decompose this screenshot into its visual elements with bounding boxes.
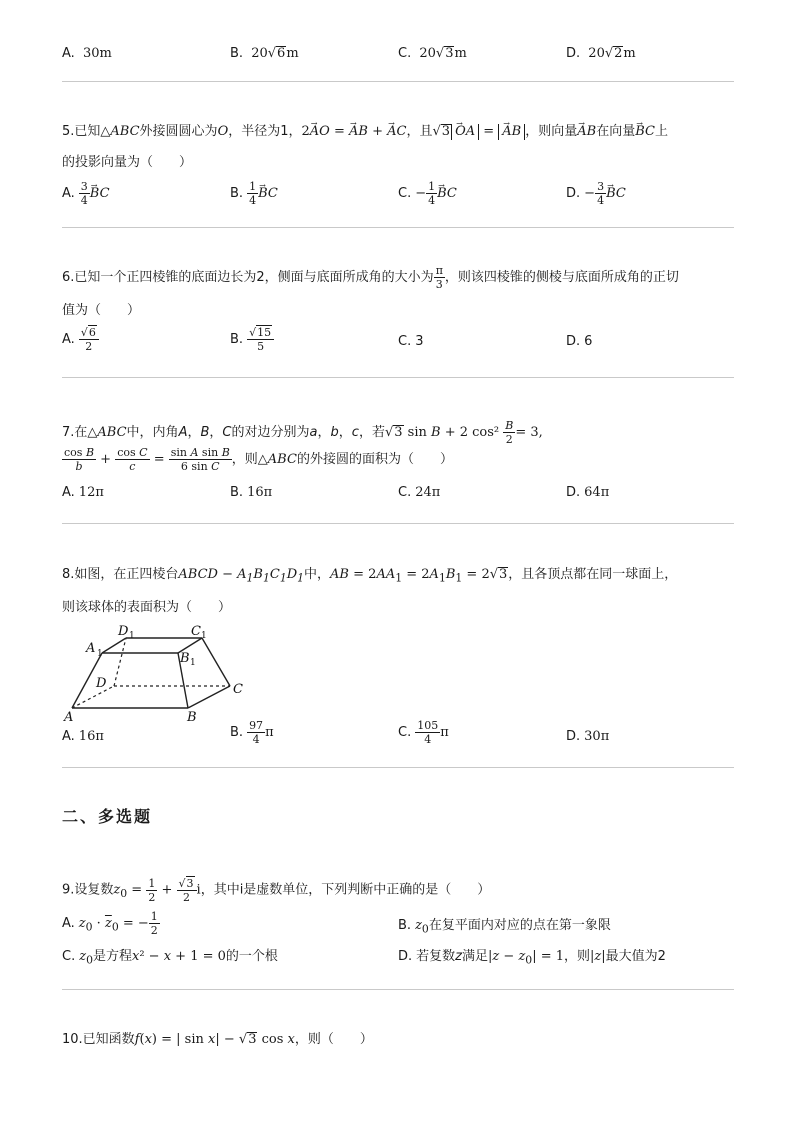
label-b1-sub: 1 — [190, 658, 196, 668]
edge-bc — [188, 686, 230, 708]
frac-den: 4 — [597, 194, 605, 207]
option-unit: m — [454, 46, 467, 61]
q7-text: 中，内角 — [126, 425, 179, 440]
option-text: 30π — [584, 729, 610, 744]
triangle-abc: △ABC — [87, 425, 127, 440]
q7-option-b — [230, 485, 272, 501]
section-title: 二、多选题 — [62, 807, 153, 826]
label-c: C — [233, 682, 243, 697]
q5-text: ，则向量 — [525, 124, 578, 139]
q7-text: 7.在 — [62, 425, 88, 440]
frac-num: 3 — [597, 180, 605, 193]
q8-text: ，且各顶点都在同一球面上， — [508, 567, 678, 582]
edge-cc1 — [202, 638, 230, 686]
option-label: C. — [62, 949, 76, 964]
option-label: C. — [398, 485, 412, 500]
option-radicand: 6 — [277, 46, 286, 61]
q9-text: ，其中i是虚数单位，下列判断中正确的是（ ） — [200, 882, 491, 898]
option-text: 的一个根 — [225, 949, 278, 964]
q7-stem-line2: $\frac{\text{cos B}}{b}$ + $\frac{\text{cos C}}{c}$ = $\frac{\text{sin A sin B}}{\text{6 sin C}}$ ，则△ABC的外接圆的面积为（ ） — [64, 446, 453, 473]
point-o: O — [217, 124, 229, 139]
q7-eq-tail: = 3, — [515, 425, 543, 440]
label-a1-sub: 1 — [97, 649, 103, 659]
q7-text: ，则 — [231, 452, 258, 467]
option-label: D. — [566, 186, 581, 201]
q6-stem-line1 — [62, 264, 679, 291]
q8-stem-line2: 则该球体的表面积为（ ） — [62, 600, 232, 615]
vector-bc: BC → — [635, 124, 655, 140]
label-b: B — [187, 710, 197, 725]
label-d: D — [96, 676, 107, 691]
option-text: 是方程 — [92, 949, 132, 964]
option-label: C. — [398, 725, 412, 740]
option-label: D. — [398, 949, 413, 964]
option-text: 3 — [415, 334, 424, 349]
option-label: B. — [230, 186, 244, 201]
option-pi: π — [265, 725, 274, 740]
divider — [62, 767, 734, 768]
q8-stem-line1: 8.如图，在正四棱台ABCD − $A_1B_1C_1D_1$中，AB = $2AA_1 = 2A_1B_1 = 2√3$，且各顶点都在同一球面上， — [62, 567, 678, 585]
label-a: A — [64, 710, 74, 725]
option-label: A. — [62, 729, 75, 744]
option-label: B. — [230, 331, 244, 347]
divider — [62, 81, 734, 82]
q6-option-d — [566, 334, 592, 350]
option-pi: π — [440, 725, 449, 740]
q9-text: 9.设复数 — [62, 882, 114, 898]
option-text: 64π — [584, 485, 610, 500]
option-text: 30m — [82, 46, 112, 61]
q8-text: 8.如图，在正四棱台 — [62, 567, 179, 582]
q8-option-c — [398, 719, 449, 746]
q8-text: 中， — [304, 567, 331, 582]
option-text: 16π — [247, 485, 273, 500]
label-b1: B — [180, 651, 190, 666]
option-sign: − — [415, 186, 427, 201]
frac-num: 105 — [417, 719, 439, 732]
q10-stem: 10.已知函数f(x) = | sin x| − √3 cos x，则（ ） — [62, 1032, 373, 1047]
option-text: 24π — [415, 485, 441, 500]
triangle-abc: △ABC — [257, 452, 297, 467]
divider — [62, 989, 734, 990]
option-label: B. — [230, 725, 244, 740]
q5-text: 上 — [654, 124, 668, 139]
vector-ab-3: AB → — [577, 124, 596, 140]
option-label: C. — [398, 186, 412, 201]
vector-oa: OA → — [455, 124, 475, 140]
frac-den: 4 — [424, 733, 432, 746]
option-label: A. — [62, 331, 75, 347]
q5-coef: 2 — [301, 124, 310, 139]
q4-option-d: D. 20√2m — [566, 46, 636, 61]
option-unit: m — [286, 46, 299, 61]
q6-option-a: A. $\frac{√6}{2}$ — [62, 325, 99, 353]
option-text: 最大值为2 — [605, 949, 666, 964]
q5-option-d: D. − $\frac{3}{4}$ BC → — [566, 180, 626, 207]
q5-stem-line2: 的投影向量为（ ） — [62, 155, 193, 170]
q7-option-c — [398, 485, 440, 501]
option-label: A. — [62, 916, 75, 931]
q4-option-a — [62, 46, 112, 62]
q5-option-b: B. $\frac{1}{4}$ BC → — [230, 180, 278, 207]
q6-text: 6.已知一个正四棱锥的底面边长为2，侧面与底面所成角的大小为 — [62, 270, 434, 285]
q6-option-c — [398, 334, 424, 350]
frac-num: 3 — [80, 180, 88, 193]
divider — [62, 377, 734, 378]
option-label: D. — [566, 729, 581, 744]
option-radicand: 3 — [445, 46, 454, 61]
option-label: B. — [230, 46, 244, 61]
frac-den: 4 — [249, 194, 257, 207]
q7-stem-line1: 7.在△ABC中，内角A，B，C的对边分别为a，b，c，若√3 sin B + 2 cos² $\frac{B}{2}$ = 3, — [62, 419, 543, 446]
q8-option-a — [62, 729, 104, 745]
option-coef: 20 — [588, 46, 605, 61]
q6-option-b: B. $\frac{√15}{5}$ — [230, 325, 274, 353]
q5-text: 在向量 — [596, 124, 636, 139]
q9-option-d: D. 若复数z满足$|z - z_0| = 1$，则|z|最大值为2 — [398, 949, 666, 967]
option-label: C. — [398, 46, 412, 61]
option-text: 16π — [78, 729, 104, 744]
frustum-figure — [60, 620, 260, 725]
option-text: 12π — [78, 485, 104, 500]
q9-option-a: A. $z_0 \cdot \overline{z}_0$ = − $\frac{1}{2}$ — [62, 910, 158, 937]
label-d1-sub: 1 — [129, 631, 135, 641]
option-text: ，则 — [564, 949, 591, 964]
q5-stem-line1: 5.已知△ABC外接圆圆心为O，半径为1，2AO → = AB → + AC →，且√3 OA → = AB → ，则向量AB →在向量BC →上 — [62, 124, 668, 140]
option-sign: − — [584, 186, 596, 201]
frac-num: 1 — [249, 180, 257, 193]
option-label: B. — [230, 485, 244, 500]
vector-ab-2: AB → — [502, 124, 521, 140]
q8-option-d — [566, 729, 609, 745]
vector-ao: AO → — [310, 124, 330, 140]
frac-num: 1 — [428, 180, 436, 193]
option-coef: 20 — [251, 46, 268, 61]
label-a1: A — [86, 641, 96, 656]
q5-option-c: C. − $\frac{1}{4}$ BC → — [398, 180, 457, 207]
q7-text: ，若 — [358, 425, 385, 440]
frac-den: 2 — [85, 340, 93, 353]
q6-stem-line2: 值为（ ） — [62, 303, 141, 318]
option-label: A. — [62, 46, 75, 61]
option-text: 在复平面内对应的点在第一象限 — [428, 918, 611, 933]
frac-num: π — [435, 264, 443, 277]
frac-radicand: 6 — [88, 326, 96, 339]
q9-option-b: B. $z_0$在复平面内对应的点在第一象限 — [398, 918, 611, 936]
frac-den: 4 — [80, 194, 88, 207]
frac-den: 3 — [435, 278, 443, 291]
option-label: A. — [62, 485, 75, 500]
frac-den: 5 — [257, 340, 265, 353]
label-c1: C — [191, 624, 201, 639]
option-label: B. — [398, 918, 412, 933]
q6-text: ，则该四棱锥的侧棱与底面所成角的正切 — [444, 270, 679, 285]
option-text: 6 — [584, 334, 593, 349]
option-text: 满足 — [462, 949, 489, 964]
q5-option-a: A. $\frac{3}{4}$ BC → — [62, 180, 110, 207]
q5-text: 外接圆圆心为 — [139, 124, 218, 139]
frac-den: 4 — [252, 733, 260, 746]
divider — [62, 523, 734, 524]
divider — [62, 227, 734, 228]
q4-option-c: C. 20√3m — [398, 46, 467, 61]
option-text: 若复数 — [416, 949, 456, 964]
label-d1: D — [118, 624, 129, 639]
q8-option-b — [230, 719, 274, 746]
q9-option-c: C. $z_0$是方程x² − x + 1 = 0的一个根 — [62, 949, 278, 967]
option-label: D. — [566, 46, 581, 61]
q7-text: 的外接圆的面积为（ ） — [296, 452, 453, 467]
q5-text: 5.已知 — [62, 124, 101, 139]
option-coef: 20 — [419, 46, 436, 61]
vector-ab: AB → — [349, 124, 368, 140]
option-label: C. — [398, 334, 412, 349]
q7-option-d — [566, 485, 609, 501]
option-label: D. — [566, 485, 581, 500]
option-radicand: 2 — [614, 46, 623, 61]
option-unit: m — [623, 46, 636, 61]
q10-text: ，则（ ） — [294, 1032, 373, 1047]
option-label: A. — [62, 186, 75, 201]
frac-den: 4 — [428, 194, 436, 207]
q7-text: 的对边分别为 — [231, 425, 310, 440]
q9-stem: 9.设复数$z_0$ = $\frac{1}{2}$ + $\frac{√3}{2}$ i，其中i是虚数单位，下列判断中正确的是（ ） — [62, 876, 491, 904]
q10-text: 10.已知函数 — [62, 1032, 135, 1047]
triangle-abc: △ABC — [100, 124, 140, 139]
q5-text: ，且 — [406, 124, 433, 139]
q5-text: ，半径为1， — [228, 124, 302, 139]
frac-radicand: 15 — [257, 326, 272, 339]
vector-ac: AC → — [387, 124, 406, 140]
label-c1-sub: 1 — [201, 631, 207, 641]
q7-option-a — [62, 485, 104, 501]
q4-option-b: B. 20√6m — [230, 46, 299, 61]
frac-num: 97 — [249, 719, 264, 732]
option-label: D. — [566, 334, 581, 349]
